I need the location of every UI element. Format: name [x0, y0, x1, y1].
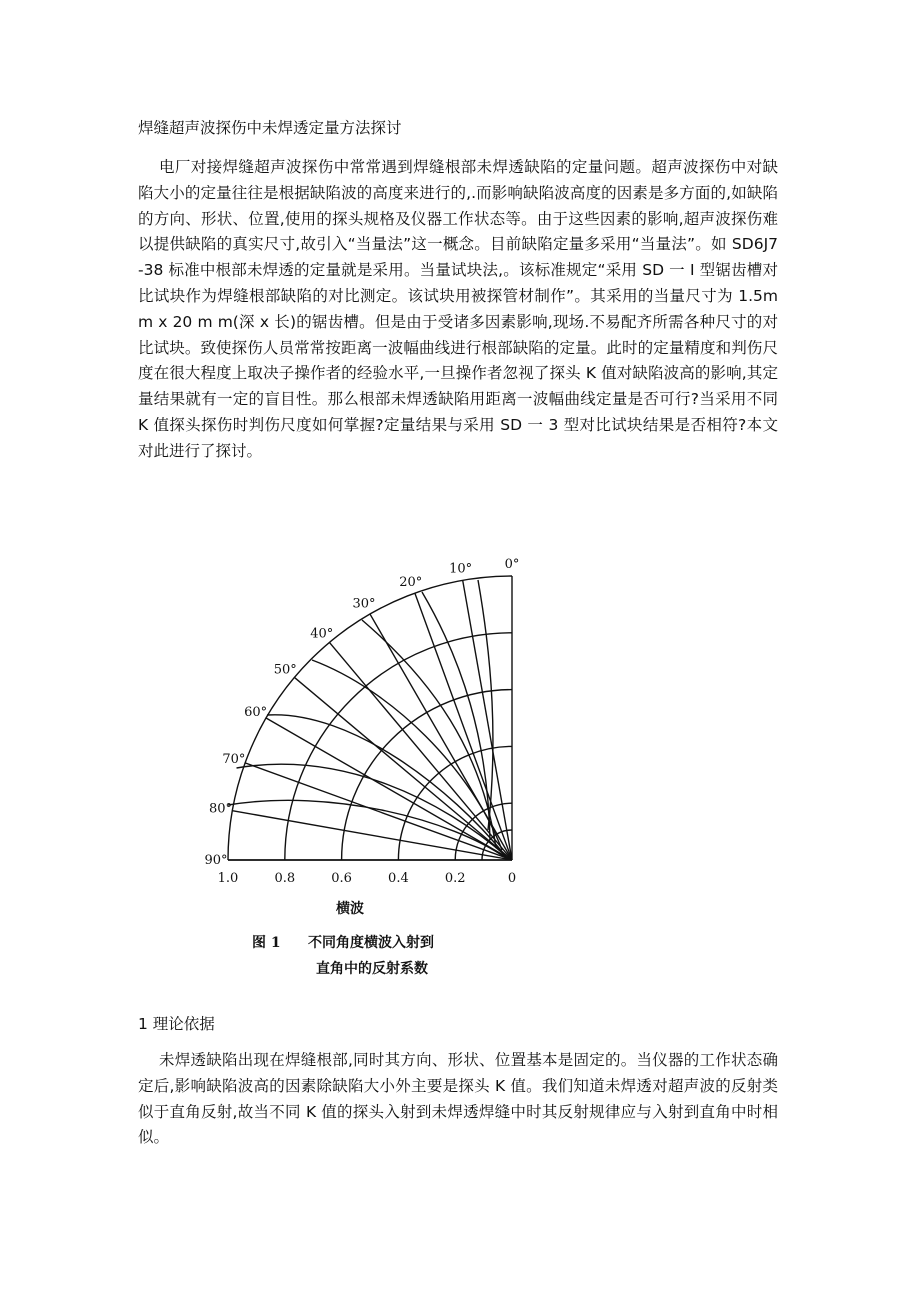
theory-paragraph: 未焊透缺陷出现在焊缝根部,同时其方向、形状、位置基本是固定的。当仪器的工作状态确定后,影响缺陷波高的因素除缺陷大小外主要是探头 K 值。我们知道未焊透对超声波的反射类似于直角反射,故当不同 K 值的探头入射到未焊透焊缝中时其反射规律应与入射到直角中时相似。	[138, 1051, 778, 1147]
reflection-curve	[478, 580, 493, 830]
tick-label: 0	[507, 871, 517, 883]
angle-label: 90°	[204, 853, 228, 868]
angle-label: 20°	[399, 574, 423, 590]
angle-label: 50°	[273, 662, 297, 678]
tick-label: 1.0	[217, 871, 239, 883]
section-heading: 1 理论依据	[138, 1015, 215, 1033]
angle-label: 30°	[352, 596, 376, 612]
angle-label: 40°	[310, 626, 334, 642]
angle-label: 80°	[208, 801, 233, 817]
angle-label: 70°	[222, 751, 246, 767]
intro-paragraph: 电厂对接焊缝超声波探伤中常常遇到焊缝根部未焊透缺陷的定量问题。超声波探伤中对缺陷大小的定量往往是根据缺陷波的高度来进行的,.而影响缺陷波高度的因素是多方面的,如缺陷的方向、形状、位置,使用的探头规格及仪器工作状态等。由于这些因素的影响,超声波探伤难以提供缺陷的真实尺寸,故引入“当量法”这一概念。目前缺陷定量多采用“当量法”。如 SD6J7 -38 标准中根部未焊透的定量就是采用。当量试块法,。该标准规定“采用 SD 一 I 型锯齿槽对比试块作为焊缝根部缺陷的对比测定。该试块用被探管材制作”。其采用的当量尺寸为 1.5m m x 20 m m(深 x 长)的锯齿槽。但是由于受诸多因素影响,现场.不易配齐所需各种尺寸的对比试块。致使探伤人员常常按距离一波幅曲线进行根部缺陷的定量。此时的定量精度和判伤尺度在很大程度上取决子操作者的经验水平,一旦操作者忽视了探头 K 值对缺陷波高的影响,其定量结果就有一定的盲目性。那么根部未焊透缺陷用距离一波幅曲线定量是否可行?当采用不同 K 值探头探伤时判伤尺度如何掌握?定量结果与采用 SD 一 3 型对比试块结果是否相符?本文对此进行了探讨。	[138, 158, 778, 460]
angle-label: 0°	[504, 558, 520, 572]
tick-label: 0.8	[274, 871, 296, 883]
caption-line-1: 不同角度横波入射到	[308, 935, 434, 951]
caption-line-2: 直角中的反射系数	[316, 961, 428, 977]
caption-number: 图 1	[252, 935, 281, 951]
tick-label: 0.6	[331, 871, 352, 883]
angle-label: 10°	[449, 561, 473, 577]
angle-label: 60°	[244, 705, 268, 720]
document-title: 焊缝超声波探伤中未焊透定量方法探讨	[138, 119, 402, 137]
reflection-coefficient-polar-chart	[196, 558, 536, 883]
tick-label: 0.4	[388, 871, 409, 883]
figure-caption	[252, 930, 434, 982]
tick-label: 0.2	[444, 871, 466, 883]
figure-axis-title: 横波	[336, 901, 364, 917]
